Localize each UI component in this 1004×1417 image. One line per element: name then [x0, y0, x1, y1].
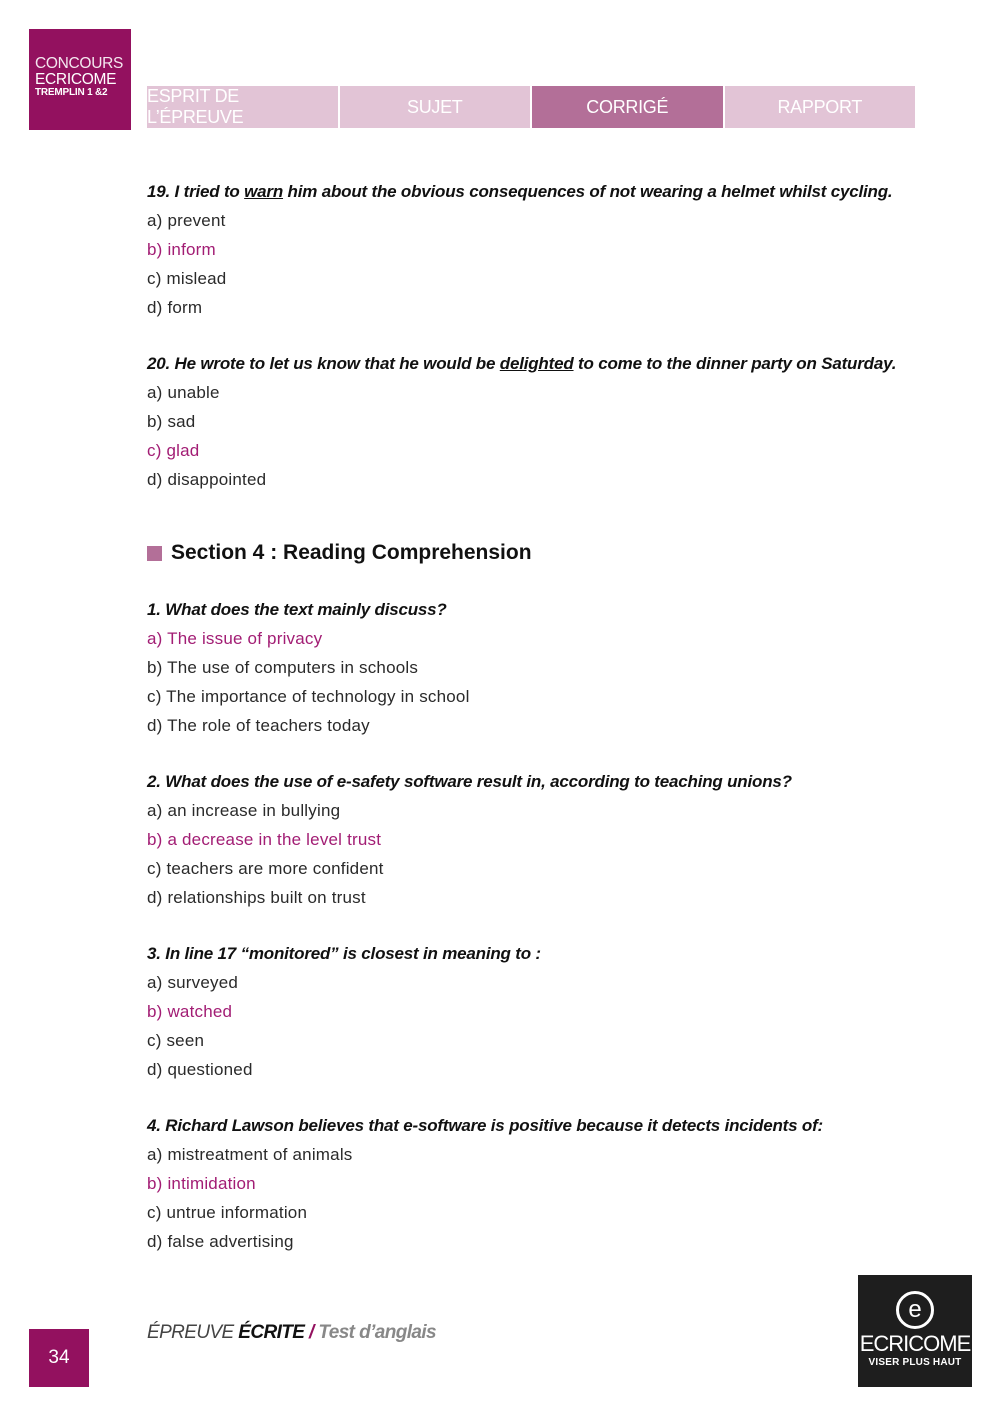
tab-sujet[interactable]: SUJET [340, 86, 531, 128]
section-4-heading [147, 538, 937, 568]
page-number: 34 [29, 1329, 89, 1387]
question-text: 4. Richard Lawson believes that e-software is positive because it detects incidents of: [147, 1116, 824, 1135]
rc-question-2 [147, 768, 937, 912]
question-19 [147, 178, 937, 322]
question-text: 1. What does the text mainly discuss? [147, 600, 447, 619]
option-b-correct: b) intimidation [147, 1174, 256, 1193]
option-a: a) mistreatment of animals [147, 1145, 353, 1164]
question-suffix: him about the obvious consequences of not wearing a helmet whilst cycling. [283, 182, 893, 201]
option-d: d) questioned [147, 1060, 253, 1079]
footer-ecrite: ÉCRITE [238, 1322, 305, 1343]
tab-esprit[interactable]: ESPRIT DE L’ÉPREUVE [147, 86, 338, 128]
option-d: d) disappointed [147, 470, 267, 489]
option-c: c) seen [147, 1031, 205, 1050]
option-b: b) The use of computers in schools [147, 658, 419, 677]
option-a: a) surveyed [147, 973, 239, 992]
option-b-correct: b) watched [147, 1002, 233, 1021]
option-d: d) relationships built on trust [147, 888, 366, 907]
option-c: c) mislead [147, 269, 227, 288]
section-title-text: Section 4 : Reading Comprehension [171, 541, 532, 564]
ecricome-brand-logo [858, 1275, 972, 1387]
option-a: a) prevent [147, 211, 226, 230]
footer-epreuve: ÉPREUVE [147, 1322, 239, 1343]
tab-rapport[interactable]: RAPPORT [725, 86, 916, 128]
question-text: 2. What does the use of e-safety software result in, according to teaching unions? [147, 772, 792, 791]
section-square-icon [147, 546, 162, 561]
question-suffix: to come to the dinner party on Saturday. [573, 354, 897, 373]
option-d: d) The role of teachers today [147, 716, 370, 735]
option-b-correct: b) a decrease in the level trust [147, 830, 382, 849]
option-a: a) an increase in bullying [147, 801, 341, 820]
concours-logo [29, 29, 131, 130]
brand-name: ECRICOME [859, 1331, 971, 1356]
option-a: a) unable [147, 383, 220, 402]
question-text [147, 350, 937, 378]
logo-line-ecricome: ECRICOME [35, 70, 117, 88]
question-text: 3. In line 17 “monitored” is closest in meaning to : [147, 944, 541, 963]
option-d: d) false advertising [147, 1232, 294, 1251]
rc-question-3 [147, 940, 937, 1084]
option-a-correct: a) The issue of privacy [147, 629, 323, 648]
main-content [147, 178, 937, 1284]
logo-line-concours: CONCOURS [35, 55, 124, 72]
option-b: b) sad [147, 412, 196, 431]
option-c-correct: c) glad [147, 441, 200, 460]
logo-line-tremplin: TREMPLIN 1 &2 [35, 87, 108, 98]
footer-slash: / [304, 1322, 319, 1343]
brand-tagline: VISER PLUS HAUT [868, 1357, 962, 1368]
ecricome-e-icon: e [896, 1291, 934, 1329]
option-c: c) untrue information [147, 1203, 308, 1222]
question-20 [147, 350, 937, 494]
footer-title [147, 1322, 436, 1344]
underlined-word: warn [244, 182, 284, 201]
footer-subject: Test d’anglais [318, 1322, 437, 1343]
question-prefix: 20. He wrote to let us know that he would be [147, 354, 500, 373]
question-text [147, 178, 937, 206]
tab-corrige[interactable]: CORRIGÉ [532, 86, 723, 128]
option-b-correct: b) inform [147, 240, 216, 259]
question-prefix: 19. I tried to [147, 182, 245, 201]
option-d: d) form [147, 298, 203, 317]
rc-question-1 [147, 596, 937, 740]
option-c: c) teachers are more confident [147, 859, 384, 878]
underlined-word: delighted [499, 354, 574, 373]
option-c: c) The importance of technology in school [147, 687, 470, 706]
top-nav [147, 86, 915, 128]
rc-question-4 [147, 1112, 937, 1256]
